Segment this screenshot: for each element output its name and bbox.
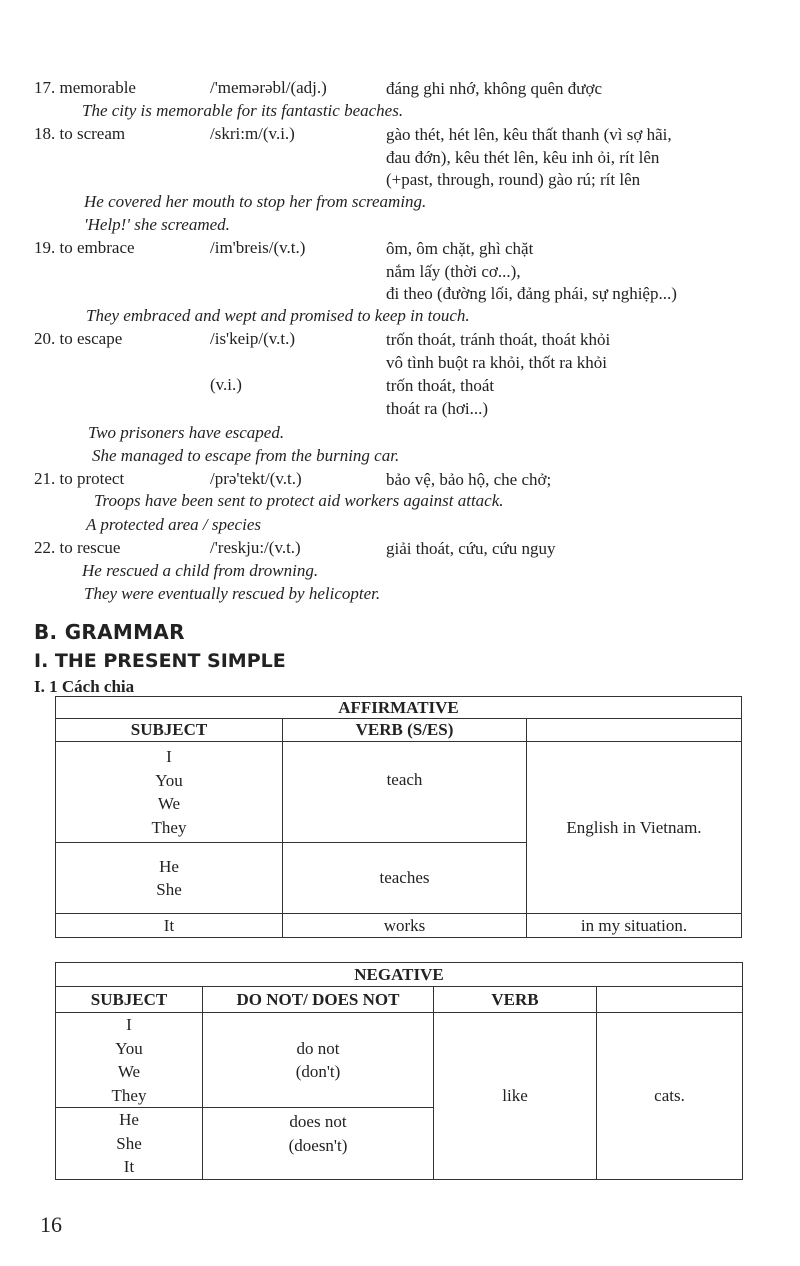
vocab-meaning <box>386 124 672 192</box>
aux-cell <box>203 1108 434 1180</box>
vocab-example: The city is memorable for its fantastic beaches. <box>82 101 404 120</box>
table-title: NEGATIVE <box>56 963 743 987</box>
object-cell: in my situation. <box>527 914 742 938</box>
vocab-word: 19. to embrace <box>34 238 135 257</box>
vocab-example: A protected area / species <box>86 515 261 534</box>
vocab-pronunciation: /'reskju:/(v.t.) <box>210 538 301 557</box>
subheading: I. 1 Cách chia <box>34 677 135 696</box>
vocab-meaning <box>386 329 610 374</box>
subject: You <box>115 1038 143 1058</box>
aux: does not <box>289 1112 347 1131</box>
subject-cell <box>56 1013 203 1108</box>
column-header-verb: VERB <box>434 987 597 1013</box>
meaning-line: giải thoát, cứu, cứu nguy <box>386 539 556 558</box>
subject-cell <box>56 1108 203 1180</box>
vocab-word: 20. to escape <box>34 329 123 348</box>
column-header-verb: VERB (S/ES) <box>283 719 527 742</box>
meaning-line: ôm, ôm chặt, ghì chặt <box>386 239 534 258</box>
meaning-line: trốn thoát, tránh thoát, thoát khỏi <box>386 330 611 349</box>
meaning-line: nắm lấy (thời cơ...), <box>386 261 521 281</box>
aux: (don't) <box>295 1062 341 1081</box>
vocab-example: He rescued a child from drowning. <box>82 561 319 580</box>
column-header-aux: DO NOT/ DOES NOT <box>203 987 434 1013</box>
vocab-meaning <box>386 538 556 561</box>
vocab-example: She managed to escape from the burning car. <box>92 446 400 465</box>
meaning-line: đau đớn), kêu thét lên, kêu inh ỏi, rít lên <box>386 147 660 167</box>
subject: We <box>117 1062 141 1081</box>
subject: He <box>159 856 179 876</box>
vocab-pronunciation: /is'keip/(v.t.) <box>210 329 296 348</box>
negative-table <box>55 962 743 1180</box>
verb-cell: works <box>283 914 527 938</box>
vocab-word: 17. memorable <box>34 78 136 97</box>
column-header-subject: SUBJECT <box>56 987 203 1013</box>
vocab-pronunciation: /prə'tekt/(v.t.) <box>210 469 302 488</box>
vocab-meaning-alt <box>386 375 494 420</box>
column-header-empty <box>527 719 742 742</box>
vocab-pronunciation: /'memərəbl/(adj.) <box>210 78 327 97</box>
subject: We <box>157 794 181 813</box>
subject: They <box>151 817 187 837</box>
meaning-line: trốn thoát, thoát <box>386 376 495 395</box>
meaning-line: đáng ghi nhớ, không quên được <box>386 79 603 98</box>
vocab-meaning <box>386 469 551 492</box>
subject: I <box>166 747 172 766</box>
subject-cell: It <box>56 914 283 938</box>
vocab-pronunciation: /skri:m/(v.i.) <box>210 124 295 143</box>
page-number: 16 <box>40 1212 62 1237</box>
meaning-line: gào thét, hét lên, kêu thất thanh (vì sợ hãi, <box>386 125 672 144</box>
subject: I <box>126 1015 132 1034</box>
meaning-line: (+past, through, round) gào rú; rít lên <box>386 170 641 190</box>
object-cell: cats. <box>597 1013 743 1180</box>
meaning-line: thoát ra (hơi...) <box>386 398 488 418</box>
section-title: B. GRAMMAR <box>34 620 185 644</box>
verb-cell: teaches <box>283 843 527 914</box>
subject: You <box>155 770 183 790</box>
vocab-word: 22. to rescue <box>34 538 121 557</box>
column-header-empty <box>597 987 743 1013</box>
object-cell: English in Vietnam. <box>527 742 742 914</box>
column-header-subject: SUBJECT <box>56 719 283 742</box>
subject: She <box>116 1133 142 1153</box>
vocab-meaning <box>386 78 602 101</box>
vocab-example: He covered her mouth to stop her from screaming. <box>84 192 427 211</box>
subject: They <box>111 1085 147 1105</box>
vocab-example: They were eventually rescued by helicopter. <box>84 584 381 603</box>
aux-cell <box>203 1013 434 1108</box>
meaning-line: bảo vệ, bảo hộ, che chở; <box>386 470 552 489</box>
subject-cell <box>56 843 283 914</box>
aux: (doesn't) <box>288 1135 348 1155</box>
aux: do not <box>296 1038 340 1058</box>
verb-cell: like <box>434 1013 597 1180</box>
vocab-pronunciation: /im'breis/(v.t.) <box>210 238 306 257</box>
verb-cell: teach <box>283 742 527 843</box>
vocab-example: Two prisoners have escaped. <box>88 423 285 442</box>
vocab-example: Troops have been sent to protect aid workers against attack. <box>94 491 504 510</box>
subject-cell <box>56 742 283 843</box>
affirmative-table <box>55 696 742 938</box>
subject: She <box>156 880 182 899</box>
subject: He <box>119 1110 139 1130</box>
vocab-meaning <box>386 238 677 306</box>
subject: It <box>123 1157 135 1177</box>
meaning-line: đi theo (đường lối, đảng phái, sự nghiệp...) <box>386 284 677 304</box>
subsection-title: I. THE PRESENT SIMPLE <box>34 650 286 672</box>
meaning-line: vô tình buột ra khỏi, thốt ra khỏi <box>386 352 607 372</box>
table-title: AFFIRMATIVE <box>56 697 742 719</box>
vocab-word: 18. to scream <box>34 124 126 143</box>
vocab-example: They embraced and wept and promised to keep in touch. <box>86 306 470 325</box>
vocab-word: 21. to protect <box>34 469 125 488</box>
vocab-pronunciation-alt: (v.i.) <box>210 375 242 394</box>
vocab-example: 'Help!' she screamed. <box>84 215 230 234</box>
